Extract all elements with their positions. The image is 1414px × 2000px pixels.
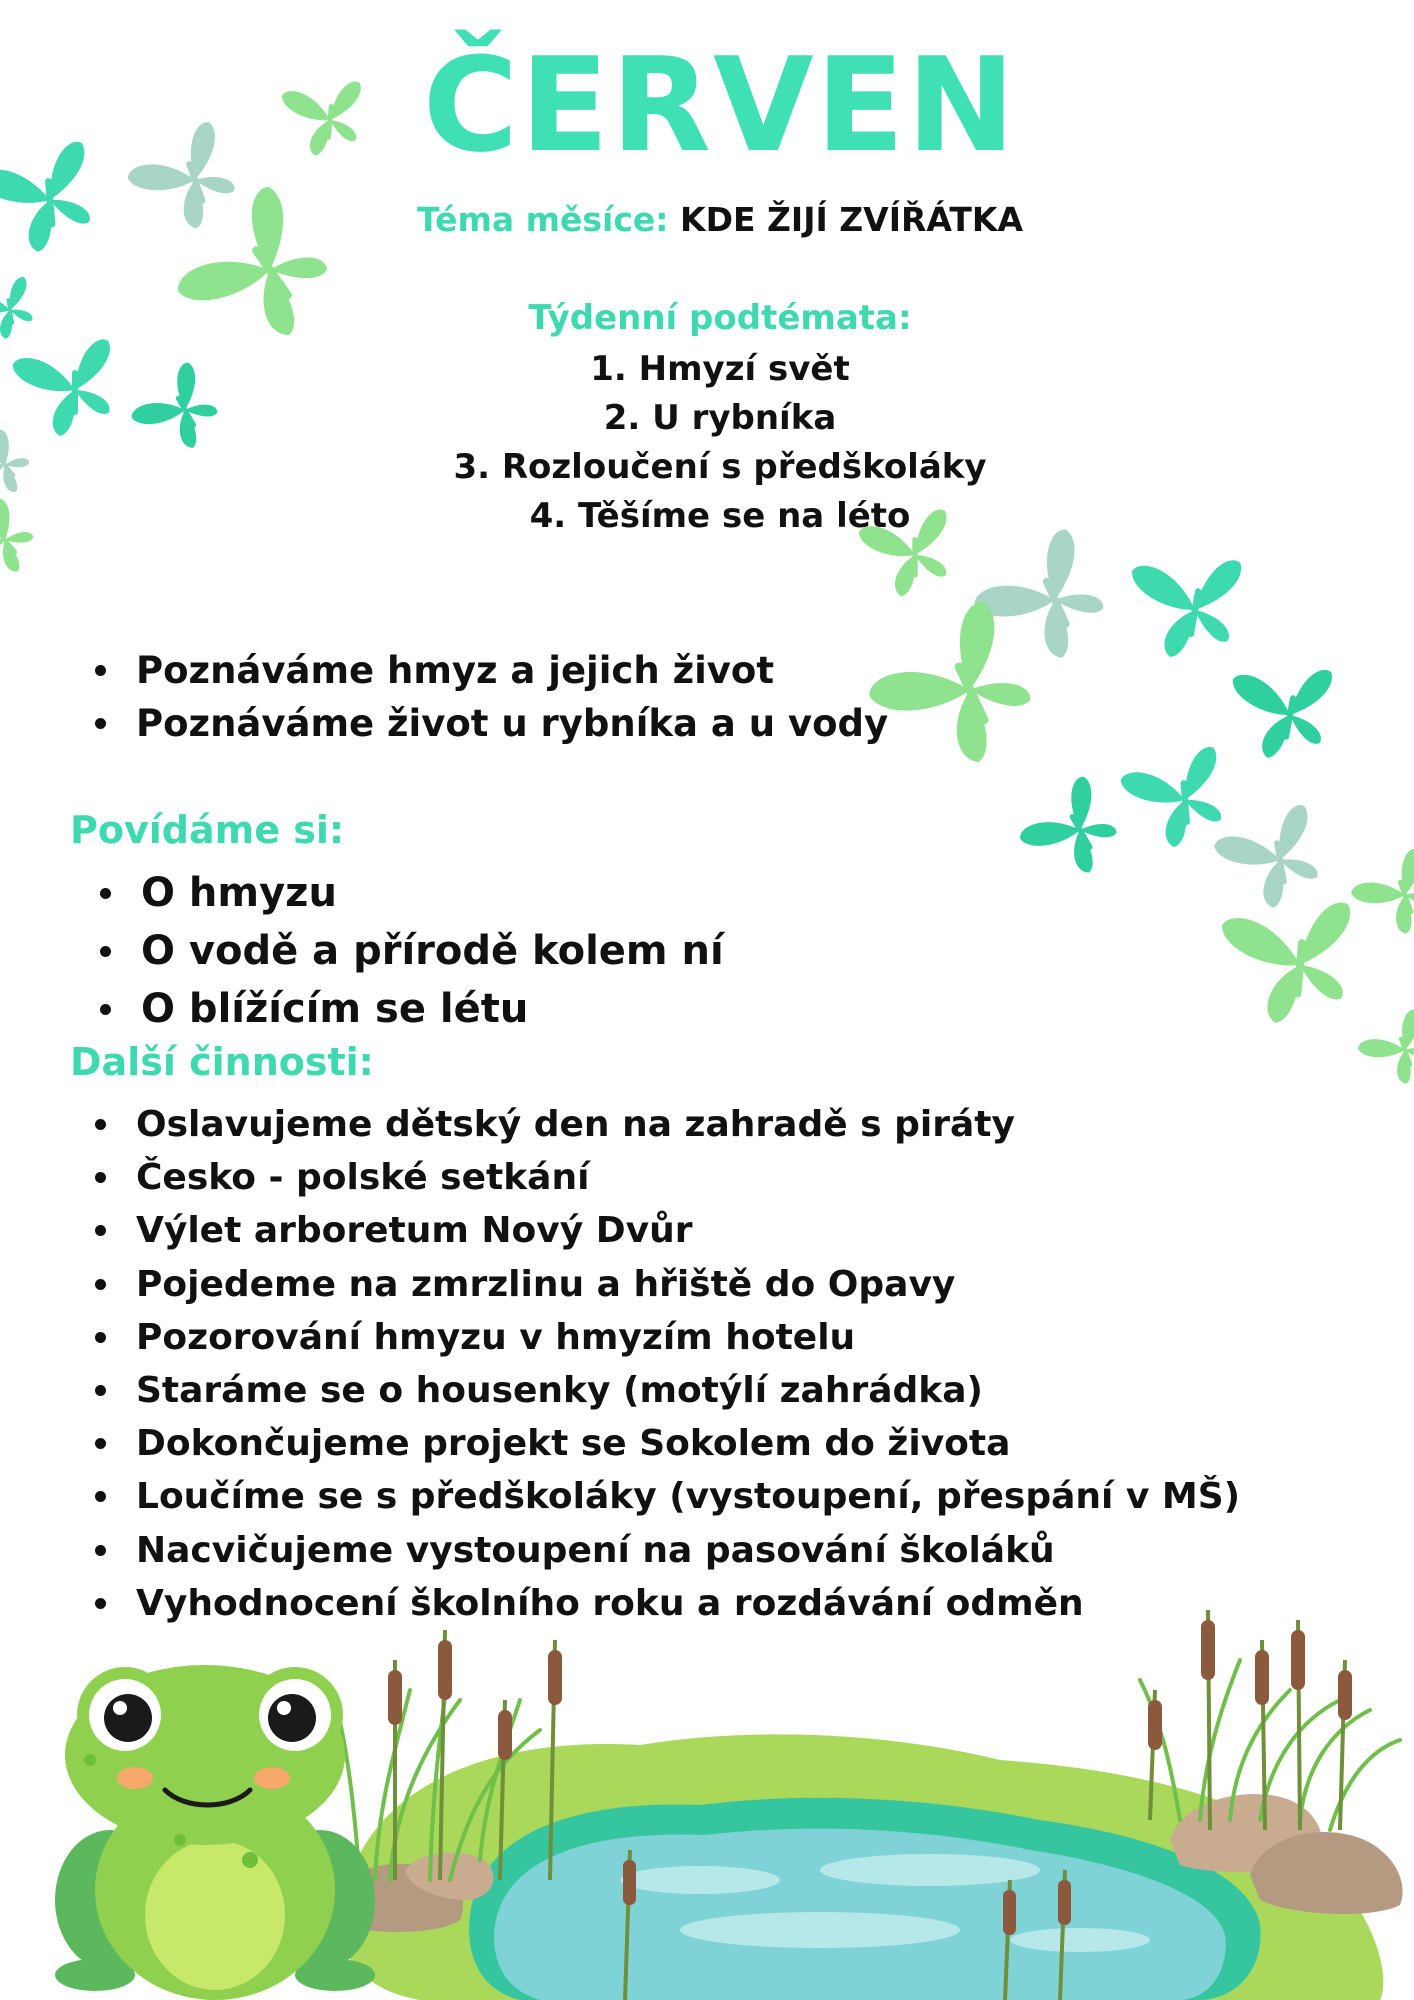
list-item: Pojedeme na zmrzlinu a hřiště do Opavy [136,1258,1240,1311]
list-item: Dokončujeme projekt se Sokolem do života [136,1417,1240,1470]
list-item: 3. Rozloučení s předškoláky [453,447,987,487]
list-item: Poznáváme hmyz a jejich život [136,644,888,697]
activities-list [136,1098,1240,1630]
list-item: Staráme se o housenky (motýlí zahrádka) [136,1364,1240,1417]
list-item: Výlet arboretum Nový Dvůr [136,1204,1240,1257]
list-item: Poznáváme život u rybníka a u vody [136,697,888,750]
list-item: Nacvičujeme vystoupení na pasování školáků [136,1524,1240,1577]
list-item: Pozorování hmyzu v hmyzím hotelu [136,1311,1240,1364]
theme-value: KDE ŽIJÍ ZVÍŘÁTKA [680,200,1024,239]
list-item: Oslavujeme dětský den na zahradě s piráty [136,1098,1240,1151]
frog-icon [55,1665,375,2000]
list-item: Loučíme se s předškoláky (vystoupení, přespání v MŠ) [136,1470,1240,1523]
list-item: 2. U rybníka [603,398,837,438]
talk-heading: Povídáme si: [70,808,345,852]
list-item: Vyhodnocení školního roku a rozdávání odměn [136,1577,1240,1630]
talk-list [141,864,724,1038]
weekly-subtopics-heading: Týdenní podtémata: [528,298,912,338]
list-item: 1. Hmyzí svět [590,349,850,389]
list-item: O vodě a přírodě kolem ní [141,922,724,980]
list-item: Česko - polské setkání [136,1151,1240,1204]
weekly-subtopics-list [0,345,1414,541]
theme-label: Téma měsíce: [416,200,669,239]
page-title: ČERVEN [422,29,1018,181]
list-item: O hmyzu [141,864,724,922]
list-item: 4. Těšíme se na léto [529,496,911,536]
month-theme [0,200,1414,239]
list-item: O blížícím se létu [141,980,724,1038]
activities-heading: Další činnosti: [70,1040,374,1084]
intro-list [136,644,888,750]
